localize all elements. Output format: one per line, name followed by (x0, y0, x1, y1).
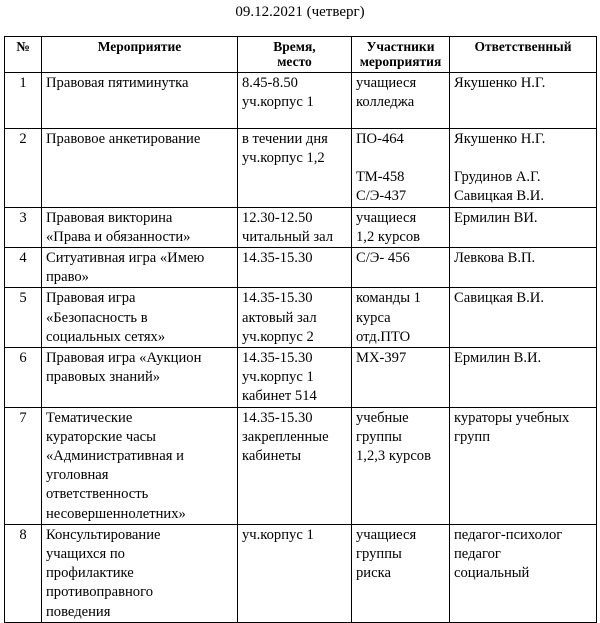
table-row (5, 207, 597, 247)
event-cell (42, 73, 238, 129)
responsible-line: Ермилин В.И. (454, 350, 542, 367)
row-number: 3 (19, 209, 27, 226)
time-place-line: уч.корпус 2 (242, 328, 314, 345)
participants-line: С/Э- 456 (356, 250, 410, 267)
participants-cell (352, 407, 450, 524)
responsible-line: Савицкая В.И. (454, 188, 544, 205)
table-row (5, 407, 597, 524)
responsible-line: Якушенко Н.Г. (454, 75, 546, 91)
responsible-line: педагог (454, 546, 501, 563)
time-place-cell (238, 248, 352, 288)
row-number-cell (5, 348, 42, 408)
time-place-cell (238, 129, 352, 208)
events-table (4, 36, 597, 623)
row-number: 7 (19, 409, 27, 426)
table-header-row (5, 37, 597, 73)
event-line: ответственность (46, 486, 149, 503)
time-place-line: 8.45-8.50 (242, 75, 298, 91)
time-place-line: уч.корпус 1 (242, 526, 314, 543)
participants-line: колледжа (356, 94, 415, 111)
time-place-cell (238, 207, 352, 247)
row-number: 5 (19, 290, 27, 307)
participants-line: группы (356, 546, 402, 563)
participants-cell (352, 73, 450, 129)
header-event (42, 37, 238, 73)
responsible-cell (450, 288, 597, 348)
responsible-cell (450, 524, 597, 622)
row-number: 1 (19, 75, 27, 91)
event-line: противоправного (46, 584, 153, 601)
event-line: «Права и обязанности» (46, 228, 191, 245)
event-line: Правовая игра «Аукцион (46, 350, 202, 367)
event-cell (42, 288, 238, 348)
time-place-cell (238, 524, 352, 622)
header-participants-sub-label: мероприятия (359, 54, 442, 69)
time-place-line: уч.корпус 1 (242, 369, 314, 386)
time-place-cell (238, 288, 352, 348)
header-participants (352, 37, 450, 73)
event-line: уголовная (46, 467, 109, 484)
event-line: профилактике (46, 565, 134, 582)
header-time-label: Время, (273, 39, 316, 54)
time-place-line: 14.35-15.30 (242, 250, 313, 267)
participants-line: учащиеся (356, 526, 417, 543)
time-place-line: 14.35-15.30 (242, 409, 313, 426)
participants-line: риска (356, 565, 391, 582)
time-place-line: 14.35-15.30 (242, 290, 313, 307)
event-line: «Административная и (46, 448, 184, 465)
event-cell (42, 348, 238, 408)
time-place-line: закрепленные (242, 428, 329, 445)
participants-line: 1,2,3 курсов (356, 448, 431, 465)
row-number-cell (5, 407, 42, 524)
row-number: 2 (19, 131, 27, 147)
table-row (5, 288, 597, 348)
responsible-line: Савицкая В.И. (454, 290, 544, 307)
time-place-cell (238, 348, 352, 408)
participants-line: курса (356, 309, 391, 326)
participants-line: ПО-464 (356, 131, 404, 147)
time-place-cell (238, 73, 352, 129)
event-cell (42, 524, 238, 622)
row-number-cell (5, 207, 42, 247)
responsible-line: Якушенко Н.Г. (454, 131, 546, 147)
event-line: учащихся по (46, 546, 125, 563)
event-line: социальных сетях» (46, 328, 166, 345)
header-responsible-label: Ответственный (474, 39, 572, 54)
time-place-line: в течении дня (242, 131, 328, 147)
event-cell (42, 207, 238, 247)
time-place-line: актовый зал (242, 309, 317, 326)
row-number-cell (5, 129, 42, 208)
participants-line: МХ-397 (356, 350, 407, 367)
participants-cell (352, 524, 450, 622)
event-line: право» (46, 269, 89, 286)
event-line: Ситуативная игра «Имею (46, 250, 205, 267)
event-line: Тематические (46, 409, 133, 426)
event-line: «Безопасность в (46, 309, 148, 326)
header-event-label: Мероприятие (97, 39, 182, 54)
event-line: Правовая пятиминутка (46, 75, 189, 91)
event-line: поведения (46, 603, 111, 620)
header-responsible (450, 37, 597, 73)
participants-line: отд.ПТО (356, 328, 411, 345)
time-place-cell (238, 407, 352, 524)
header-num (5, 37, 42, 73)
time-place-line: уч.корпус 1 (242, 94, 314, 111)
participants-line (356, 149, 445, 168)
time-place-line: читальный зал (242, 228, 333, 245)
participants-line: ТМ-458 (356, 169, 405, 186)
responsible-cell (450, 407, 597, 524)
participants-cell (352, 288, 450, 348)
event-line: Правовое анкетирование (46, 131, 201, 147)
time-place-line: 14.35-15.30 (242, 350, 313, 367)
event-line: Правовая викторина (46, 209, 173, 226)
responsible-cell (450, 73, 597, 129)
participants-line: учащиеся (356, 209, 417, 226)
responsible-line (454, 149, 592, 168)
responsible-line: групп (454, 428, 491, 445)
event-line: правовых знаний» (46, 369, 161, 386)
row-number: 6 (19, 350, 27, 367)
participants-line: С/Э-437 (356, 188, 407, 205)
row-number: 8 (19, 526, 27, 543)
responsible-cell (450, 129, 597, 208)
event-cell (42, 248, 238, 288)
participants-cell (352, 207, 450, 247)
responsible-cell (450, 248, 597, 288)
row-number-cell (5, 524, 42, 622)
participants-line: группы (356, 428, 402, 445)
header-participants-label: Участники (366, 39, 435, 54)
participants-cell (352, 348, 450, 408)
row-number-cell (5, 288, 42, 348)
header-time-place (238, 37, 352, 73)
table-row (5, 524, 597, 622)
responsible-cell (450, 348, 597, 408)
time-place-line: 12.30-12.50 (242, 209, 313, 226)
participants-cell (352, 129, 450, 208)
responsible-line: педагог-психолог (454, 526, 563, 543)
responsible-line: Левкова В.П. (454, 250, 536, 267)
event-cell (42, 129, 238, 208)
participants-line: команды 1 (356, 290, 421, 307)
responsible-line: кураторы учебных (454, 409, 570, 426)
responsible-line: социальный (454, 565, 530, 582)
event-line: кураторские часы (46, 428, 156, 445)
participants-line: учащиеся (356, 75, 417, 91)
document-date: 09.12.2021 (четверг) (235, 4, 365, 20)
table-row (5, 129, 597, 208)
row-number-cell (5, 248, 42, 288)
responsible-cell (450, 207, 597, 247)
time-place-line: уч.корпус 1,2 (242, 150, 325, 167)
event-line: Правовая игра (46, 290, 136, 307)
participants-line: 1,2 курсов (356, 228, 421, 245)
table-row (5, 73, 597, 129)
header-num-label: № (16, 39, 30, 54)
time-place-line: кабинеты (242, 448, 302, 465)
time-place-line: кабинет 514 (242, 388, 317, 405)
row-number: 4 (19, 250, 27, 267)
table-row (5, 248, 597, 288)
event-line: Консультирование (46, 526, 161, 543)
responsible-line: Грудинов А.Г. (454, 169, 541, 186)
participants-cell (352, 248, 450, 288)
responsible-line: Ермилин ВИ. (454, 209, 538, 226)
table-row (5, 348, 597, 408)
row-number-cell (5, 73, 42, 129)
participants-line: учебные (356, 409, 409, 426)
event-line: несовершеннолетних» (46, 505, 186, 522)
header-place-label: место (277, 54, 312, 69)
event-cell (42, 407, 238, 524)
